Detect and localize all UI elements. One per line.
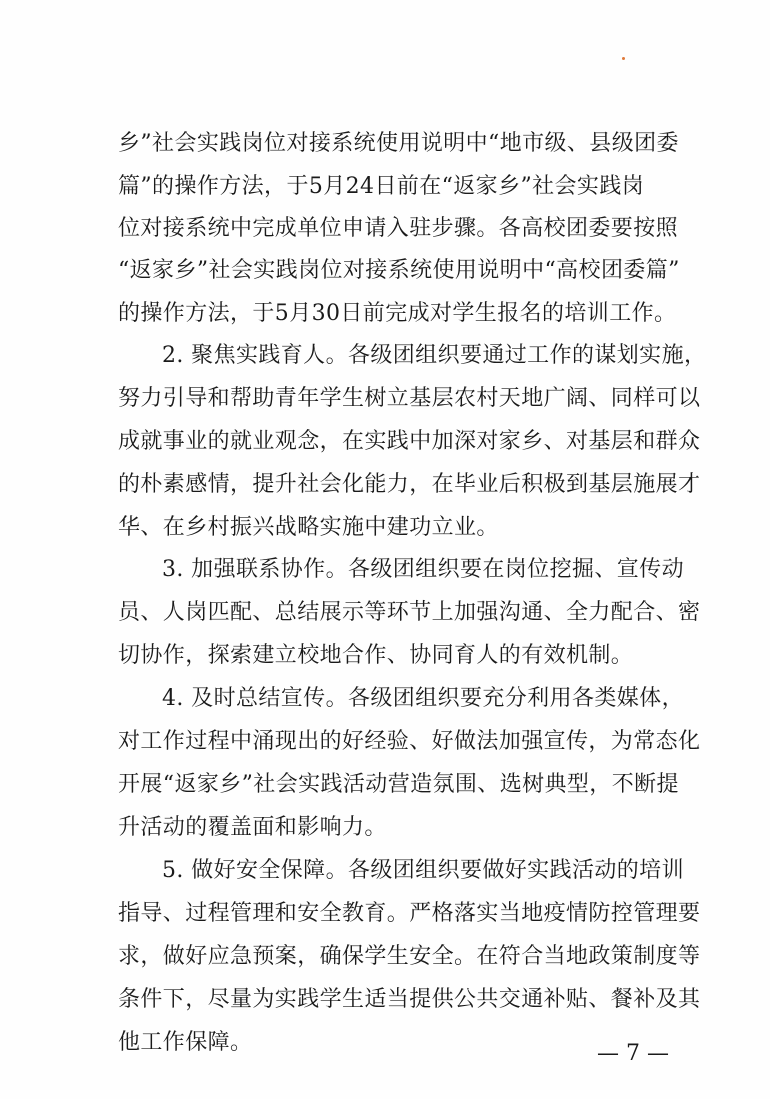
paragraph-4-heading-line: 4. 及时总结宣传。各级团组织要充分利用各类媒体， <box>162 686 684 711</box>
text-line: 条件下，尽量为实践学生适当提供公共交通补贴、餐补及其 <box>118 987 701 1012</box>
text-line: 位对接系统中完成单位申请入驻步骤。各高校团委要按照 <box>118 216 679 241</box>
text-line: 华、在乡村振兴战略实施中建功立业。 <box>118 515 499 540</box>
paragraph-2-heading-line: 2. 聚焦实践育人。各级团组织要通过工作的谋划实施， <box>162 343 707 368</box>
text-line: 切协作，探索建立校地合作、协同育人的有效机制。 <box>118 643 634 668</box>
text-line: 乡”社会实践岗位对接系统使用说明中“地市级、县级团委 <box>118 131 679 156</box>
text-line: 的朴素感情，提升社会化能力，在毕业后积极到基层施展才 <box>118 472 701 497</box>
text-line: 成就事业的就业观念，在实践中加深对家乡、对基层和群众 <box>118 429 701 454</box>
text-line: 他工作保障。 <box>118 1030 253 1055</box>
text-line: 员、人岗匹配、总结展示等环节上加强沟通、全力配合、密 <box>118 600 701 625</box>
page-number: — 7 — <box>597 1041 669 1066</box>
text-line: 升活动的覆盖面和影响力。 <box>118 815 387 840</box>
paragraph-5-heading-line: 5. 做好安全保障。各级团组织要做好实践活动的培训 <box>162 858 684 883</box>
text-line: “返家乡”社会实践岗位对接系统使用说明中“高校团委篇” <box>118 258 680 283</box>
text-line: 篇”的操作方法，于5月24日前在“返家乡”社会实践岗 <box>118 174 645 199</box>
text-line: 指导、过程管理和安全教育。严格落实当地疫情防控管理要 <box>118 901 701 926</box>
text-line: 求，做好应急预案，确保学生安全。在符合当地政策制度等 <box>118 944 701 969</box>
ink-speck <box>622 57 625 60</box>
paragraph-3-heading-line: 3. 加强联系协作。各级团组织要在岗位挖掘、宣传动 <box>162 557 684 582</box>
text-line: 开展“返家乡”社会实践活动营造氛围、选树典型，不断提 <box>118 772 679 797</box>
text-line: 对工作过程中涌现出的好经验、好做法加强宣传，为常态化 <box>118 729 701 754</box>
text-line: 的操作方法，于5月30日前完成对学生报名的培训工作。 <box>118 301 677 326</box>
text-line: 努力引导和帮助青年学生树立基层农村天地广阔、同样可以 <box>118 386 701 411</box>
